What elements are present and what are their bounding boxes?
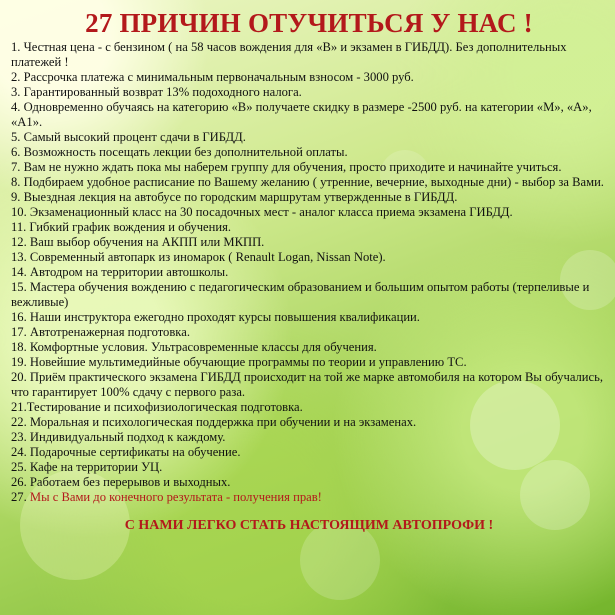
list-item: 18. Комфортные условия. Ультрасовременные классы для обучения. [11, 340, 377, 354]
list-item: 12. Ваш выбор обучения на АКПП или МКПП. [11, 235, 265, 249]
list-item: 3. Гарантированный возврат 13% подоходного налога. [11, 85, 302, 99]
list-item: 6. Возможность посещать лекции без дополнительной оплаты. [11, 145, 348, 159]
list-item: 14. Автодром на территории автошколы. [11, 265, 229, 279]
list-item: 23. Индивидуальный подход к каждому. [11, 430, 226, 444]
footer-slogan: С НАМИ ЛЕГКО СТАТЬ НАСТОЯЩИМ АВТОПРОФИ ! [124, 518, 494, 533]
list-item: 19. Новейшие мультимедийные обучающие программы по теории и управлению ТС. [11, 355, 467, 369]
list-item: 15. Мастера обучения вождению с педагогическим образованием и большим опытом работы (терпеливые и вежливые) [11, 280, 590, 309]
list-item-last [11, 490, 607, 505]
list-item: 13. Современный автопарк из иномарок ( Renault Logan, Nissan Note). [11, 250, 386, 264]
list-item: 9. Выездная лекция на автобусе по городским маршрутам утвержденные в ГИБДД. [11, 190, 458, 204]
list-item: 5. Самый высокий процент сдачи в ГИБДД. [11, 130, 246, 144]
list-item: 26. Работаем без перерывов и выходных. [11, 475, 231, 489]
reasons-list [11, 40, 607, 505]
list-item: 8. Подбираем удобное расписание по Вашему желанию ( утренние, вечерние, выходные дни) - выбор за Вами. [11, 175, 604, 189]
list-item: 11. Гибкий график вождения и обучения. [11, 220, 232, 234]
list-item: 17. Автотренажерная подготовка. [11, 325, 190, 339]
list-item: 24. Подарочные сертификаты на обучение. [11, 445, 241, 459]
list-item: 1. Честная цена - с бензином ( на 58 часов вождения для «В» и экзамен в ГИБДД). Без дополнительных платежей ! [11, 40, 567, 69]
last-item-number: 27. [11, 490, 27, 504]
list-item: 25. Кафе на территории УЦ. [11, 460, 163, 474]
list-item: 22. Моральная и психологическая поддержка при обучении и на экзаменах. [11, 415, 417, 429]
list-item: 2. Рассрочка платежа с минимальным первоначальным взносом - 3000 руб. [11, 70, 414, 84]
list-item: 21.Тестирование и психофизиологическая подготовка. [11, 400, 303, 414]
list-item: 10. Экзаменационный класс на 30 посадочных мест - аналог класса приема экзамена ГИБДД. [11, 205, 513, 219]
list-item: 16. Наши инструктора ежегодно проходят курсы повышения квалификации. [11, 310, 420, 324]
page-title: 27 ПРИЧИН ОТУЧИТЬСЯ У НАС ! [85, 8, 533, 38]
list-item: 20. Приём практического экзамена ГИБДД происходит на той же марке автомобиля на котором Вы обучались, что гарантирует 100% сдачу с первого раза. [11, 370, 604, 399]
list-item: 7. Вам не нужно ждать пока мы наберем группу для обучения, просто приходите и начинайте учиться. [11, 160, 562, 174]
list-item: 4. Одновременно обучаясь на категорию «В» получаете скидку в размере -2500 руб. на категории «М», «А», «А1». [11, 100, 592, 129]
last-item-text: Мы с Вами до конечного результата - получения прав! [29, 490, 322, 504]
